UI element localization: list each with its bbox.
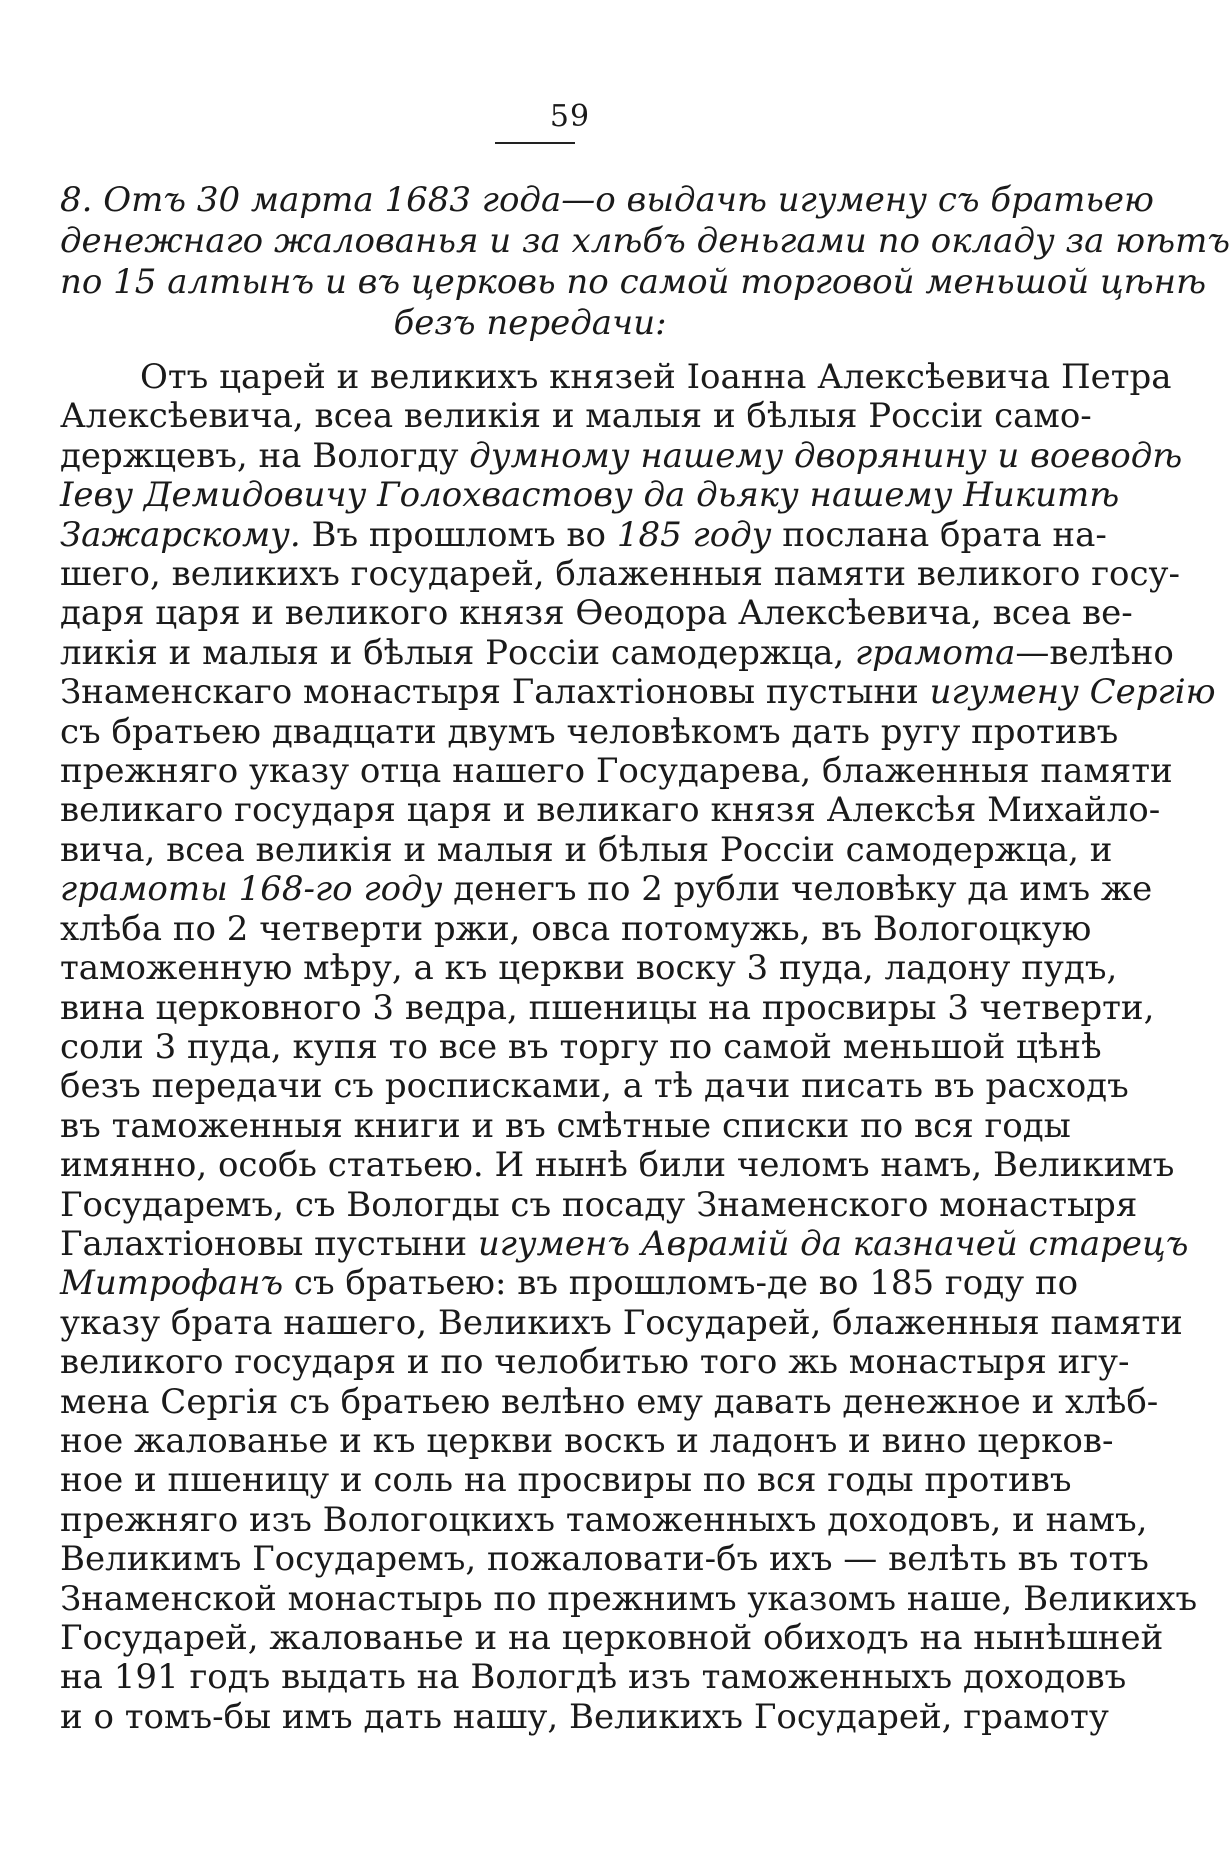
body-line <box>60 1657 1127 1698</box>
italic-text-segment: грамоты 168-го году <box>60 869 443 910</box>
body-line <box>60 1696 1109 1737</box>
body-line <box>60 1499 1148 1540</box>
italic-text-segment: игуменъ Аврамій да казначей старецъ <box>477 1223 1189 1264</box>
body-line <box>60 1578 1198 1619</box>
text-segment: держцевъ, на Вологду <box>60 435 470 476</box>
body-line <box>60 829 1113 870</box>
body-line <box>60 514 1107 555</box>
heading-line: 8. Отъ 30 марта 1683 года—о выдачѣ игумену съ братьею <box>60 180 1154 220</box>
text-segment: Знаменскаго монастыря Галахтіоновы пустыни <box>60 672 930 713</box>
body-line <box>60 1145 1175 1186</box>
page-number: 59 <box>549 99 591 134</box>
text-segment: имянно, особь статьею. И нынѣ били челомъ намъ, Великимъ <box>60 1145 1175 1186</box>
text-segment: Великимъ Государемъ, пожаловати-бъ ихъ — велѣть въ тотъ <box>60 1539 1149 1580</box>
text-segment: Алексѣевича, всеа великія и малыя и бѣлыя Россіи само- <box>60 396 1092 437</box>
text-segment: Въ прошломъ во <box>300 514 617 555</box>
body-line <box>60 1539 1149 1580</box>
italic-text-segment: 185 году <box>616 514 772 555</box>
text-segment: шего, великихъ государей, блаженныя памяти великого госу- <box>60 554 1181 595</box>
body-line <box>60 711 1119 752</box>
body-line <box>60 475 1120 516</box>
italic-text-segment: игумену Сергію <box>929 672 1216 713</box>
text-segment: ное и пшеницу и соль на просвиры по вся годы противъ <box>60 1460 1072 1501</box>
text-segment: ное жалованье и къ церкви воскъ и ладонъ и вино церков- <box>60 1420 1114 1461</box>
italic-text-segment: Іеву Демидовичу Голохвастову да дьяку нашему Никитѣ <box>60 475 1120 516</box>
body-line <box>60 869 1153 910</box>
text-segment: денегъ по 2 рубли человѣку да имъ же <box>442 869 1153 910</box>
body-line <box>60 1302 1183 1343</box>
text-segment: таможенную мѣру, а къ церкви воску 3 пуда, ладону пудъ, <box>60 948 1118 989</box>
text-segment: Знаменской монастырь по прежнимъ указомъ наше, Великихъ <box>60 1578 1198 1619</box>
body-line <box>60 1184 1138 1225</box>
body-line <box>60 1263 1079 1304</box>
italic-text-segment: Митрофанъ <box>60 1263 284 1304</box>
body-line <box>60 1460 1072 1501</box>
heading-line: безъ передачи: <box>393 303 667 343</box>
text-segment: въ таможенныя книги и въ смѣтные списки по вся годы <box>60 1105 1071 1146</box>
text-segment: послана брата на- <box>771 514 1107 555</box>
body-line <box>60 396 1092 437</box>
body-line <box>60 357 1172 397</box>
text-segment: вича, всеа великія и малыя и бѣлыя Россіи самодержца, и <box>60 829 1113 870</box>
body-line <box>60 1381 1159 1422</box>
text-segment: вина церковного 3 ведра, пшеницы на просвиры 3 четверти, <box>60 987 1155 1028</box>
text-segment: съ братьею: въ прошломъ-де во 185 году по <box>283 1263 1079 1304</box>
italic-text-segment: думному нашему дворянину и воеводѣ <box>469 435 1183 476</box>
document-heading <box>60 180 1230 344</box>
body-line <box>60 1105 1071 1146</box>
body-line <box>60 1618 1164 1658</box>
text-segment: указу брата нашего, Великихъ Государей, блаженныя памяти <box>60 1302 1183 1343</box>
body-line <box>60 948 1118 989</box>
body-line <box>60 1420 1114 1461</box>
heading-line: денежнаго жалованья и за хлѣбъ деньгами по окладу за юѣтъ <box>60 221 1230 261</box>
document-body <box>60 357 1216 1737</box>
text-segment: прежняго изъ Вологоцкихъ таможенныхъ доходовъ, и намъ, <box>60 1499 1148 1540</box>
text-segment: ликія и малыя и бѣлыя Россіи самодержца, <box>60 632 855 673</box>
text-segment: Галахтіоновы пустыни <box>60 1223 478 1264</box>
body-line <box>60 1342 1130 1383</box>
body-line <box>60 1223 1189 1264</box>
text-segment: —велѣно <box>1015 632 1174 673</box>
text-segment: Государей, жалованье и на церковной обиходъ на нынѣшней <box>60 1618 1164 1658</box>
body-line <box>60 554 1181 595</box>
body-line <box>60 632 1174 673</box>
text-segment: хлѣба по 2 четверти ржи, овса потомужь, въ Вологоцкую <box>60 908 1092 949</box>
page-number-rule <box>495 142 575 144</box>
text-segment: съ братьею двадцати двумъ человѣкомъ дать ругу противъ <box>60 711 1119 752</box>
text-segment: даря царя и великого князя Ѳеодора Алексѣевича, всеа ве- <box>60 593 1133 634</box>
body-line <box>60 987 1155 1028</box>
body-line <box>60 790 1161 831</box>
text-segment: великаго государя царя и великаго князя Алексѣя Михайло- <box>60 790 1161 831</box>
italic-text-segment: Зажарскому. <box>60 514 301 555</box>
body-line <box>60 435 1183 476</box>
body-line <box>60 1066 1129 1107</box>
text-segment: соли 3 пуда, купя то все въ торгу по самой меньшой цѣнѣ <box>60 1026 1102 1067</box>
body-line <box>60 1026 1102 1067</box>
text-segment: мена Сергія съ братьею велѣно ему давать денежное и хлѣб- <box>60 1381 1159 1422</box>
text-segment: безъ передачи съ росписками, а тѣ дачи писать въ расходъ <box>60 1066 1129 1107</box>
text-segment: прежняго указу отца нашего Государева, блаженныя памяти <box>60 751 1173 792</box>
body-line <box>60 672 1216 713</box>
text-segment: Государемъ, съ Вологды съ посаду Знаменского монастыря <box>60 1184 1138 1225</box>
heading-line: по 15 алтынъ и въ церковь по самой торговой меньшой цѣнѣ <box>60 262 1207 302</box>
body-line <box>60 593 1133 634</box>
text-segment: Отъ царей и великихъ князей Іоанна Алексѣевича Петра <box>140 357 1172 397</box>
text-segment: на 191 годъ выдать на Вологдѣ изъ таможенныхъ доходовъ <box>60 1657 1127 1698</box>
text-segment: великого государя и по челобитью того жь монастыря игу- <box>60 1342 1130 1383</box>
body-line <box>60 751 1173 792</box>
body-line <box>60 908 1092 949</box>
italic-text-segment: грамота <box>854 632 1016 673</box>
text-segment: и о томъ-бы имъ дать нашу, Великихъ Государей, грамоту <box>60 1696 1109 1737</box>
